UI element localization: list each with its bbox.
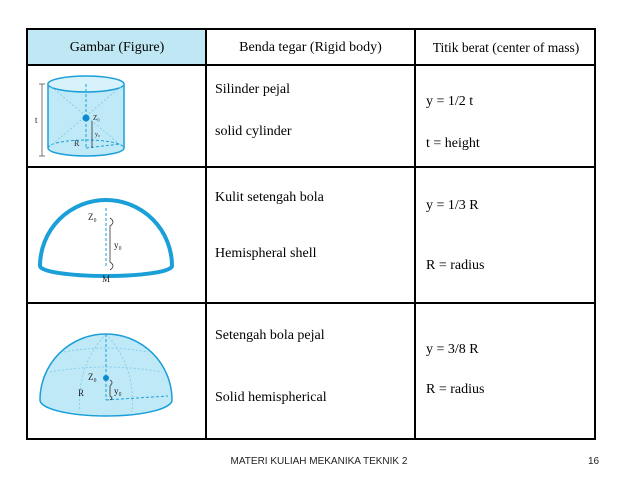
column-divider-2 [414, 30, 416, 438]
hemispherical-shell-figure [36, 190, 176, 286]
row3-name-id: Setengah bola pejal [215, 328, 325, 343]
column-divider-1 [205, 30, 207, 438]
cylinder-label-yo: y₀ [95, 132, 101, 138]
properties-table [26, 28, 596, 440]
header-rigid-body: Benda tegar (Rigid body) [239, 40, 382, 55]
solid-hemisphere-label-zo: Z₀ [88, 372, 97, 382]
row1-name-en: solid cylinder [215, 124, 292, 139]
cylinder-label-zo: Z₀ [93, 114, 100, 122]
row1-formula: y = 1/2 t [426, 94, 474, 109]
row-divider-1 [28, 166, 594, 168]
shell-label-yo: y₀ [114, 240, 122, 250]
row1-note: t = height [426, 136, 480, 151]
row3-note: R = radius [426, 382, 485, 397]
footer-course-title: MATERI KULIAH MEKANIKA TEKNIK 2 [230, 456, 408, 467]
shell-label-m: M [102, 274, 111, 284]
header-center-of-mass: Titik berat (center of mass) [432, 40, 580, 55]
cylinder-label-r: R [74, 139, 80, 148]
solid-cylinder-figure [34, 72, 138, 162]
page-number: 16 [588, 456, 600, 467]
row2-name-en: Hemispheral shell [215, 246, 317, 261]
solid-hemisphere-label-yo: y₀ [114, 386, 122, 396]
shell-label-zo: Z₀ [88, 212, 97, 222]
row2-note: R = radius [426, 258, 485, 273]
row3-formula: y = 3/8 R [426, 342, 479, 357]
cylinder-label-t: t [35, 115, 38, 125]
header-figure: Gambar (Figure) [69, 40, 165, 55]
row2-formula: y = 1/3 R [426, 198, 479, 213]
row-divider-2 [28, 302, 594, 304]
solid-hemisphere-figure [36, 316, 176, 426]
solid-hemisphere-label-r: R [78, 388, 85, 398]
row1-name-id: Silinder pejal [215, 82, 291, 97]
row2-name-id: Kulit setengah bola [215, 190, 324, 205]
row3-name-en: Solid hemispherical [215, 390, 327, 405]
